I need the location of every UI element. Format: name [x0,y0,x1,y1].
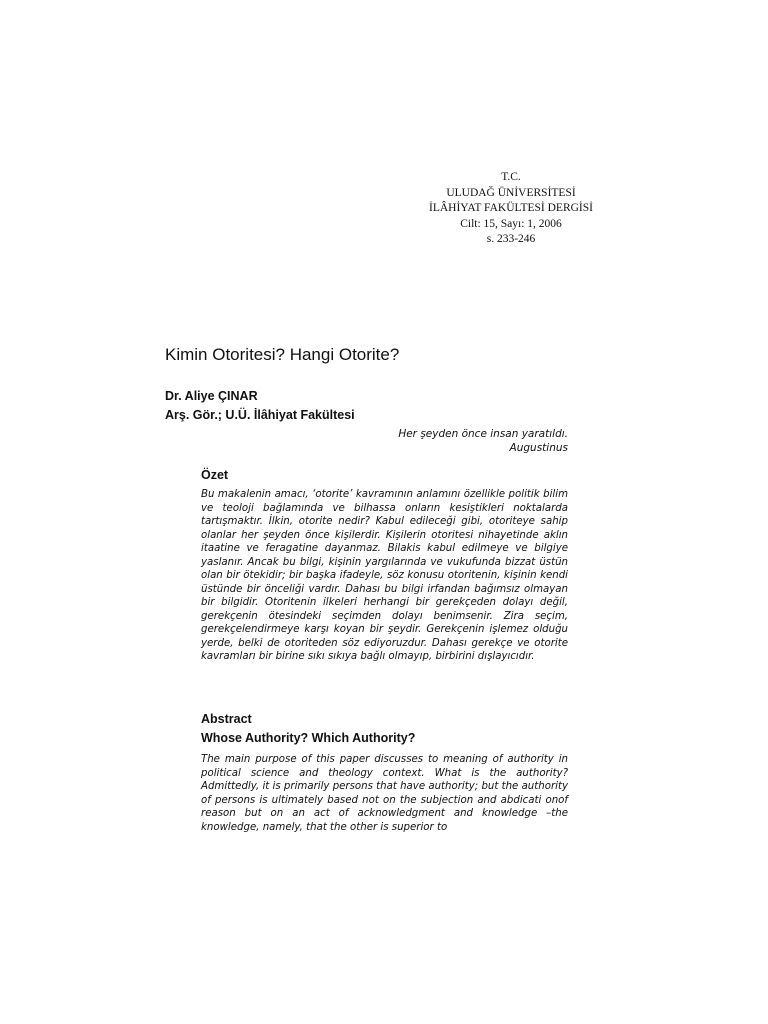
author-affiliation: Arş. Gör.; U.Ü. İlâhiyat Fakültesi [165,408,355,422]
ozet-heading: Özet [201,468,229,482]
author-name: Dr. Aliye ÇINAR [165,389,258,403]
author-block [165,387,355,425]
epigraph-quote: Her şeyden önce insan yaratıldı. [398,428,568,440]
epigraph [300,427,568,455]
abstract-text: The main purpose of this paper discusses to meaning of authority in political science and theology context. What is the authority? Admittedly, it is primarily persons that have authority; but the authority of persons is ultimately based not on the subjection and abdicati onof reason but on an act of acknowledgment and knowledge –the knowledge, namely, that the other is superior to [201,754,568,833]
journal-name: İLÂHİYAT FAKÜLTESİ DERGİSİ [429,202,593,214]
journal-university: ULUDAĞ ÜNİVERSİTESİ [446,186,576,199]
journal-header [380,170,642,248]
abstract-heading: Abstract [201,712,252,726]
journal-pages: s. 233-246 [486,233,536,245]
journal-volume: Cilt: 15, Sayı: 1, 2006 [460,217,562,230]
journal-country: T.C. [501,171,521,183]
abstract-subtitle: Whose Authority? Which Authority? [201,731,416,745]
article-title: Kimin Otoritesi? Hangi Otorite? [165,345,400,364]
ozet-text: Bu makalenin amacı, ‘otorite’ kavramının anlamını özellikle politik bilim ve teoloji bağlamında ve bilhassa onların kesiştikleri noktalarda tartışmaktır. İlkin, otorite nedir? Kabul edileceği gibi, otoriteye sahip olanlar her şeyden önce kişilerdir. Kişilerin otoritesi nihayetinde aklın itaatine ve feragatine dayanmaz. Bilakis kabul edilmeye ve bilgiye yaslanır. Ancak bu bilgi, kişinin yargılarında ve vukufunda bizzat üstün olan bir ötekidir; bir başka ifadeyle, söz konusu otoritenin, kişinin kendi üstünde bir önceliği vardır. Dahası bu bilgi irfandan bağımsız olmayan bir bilgidir. Otoritenin ilkeleri herhangi bir gerekçeden dolayı değil, gerekçenin ötesindeki seçimden dolayı benimsenir. Zira seçim, gerekçelendirmeye karşı koyan bir şeydir. Gerekçenin işlemez olduğu yerde, belki de otoriteden söz ediyoruzdur. Dahası gerekçe ve otorite kavramları bir birine sıkı sıkıya bağlı olmayıp, birbirini dışlayıcıdır. [201,489,568,662]
epigraph-source: Augustinus [509,442,568,454]
